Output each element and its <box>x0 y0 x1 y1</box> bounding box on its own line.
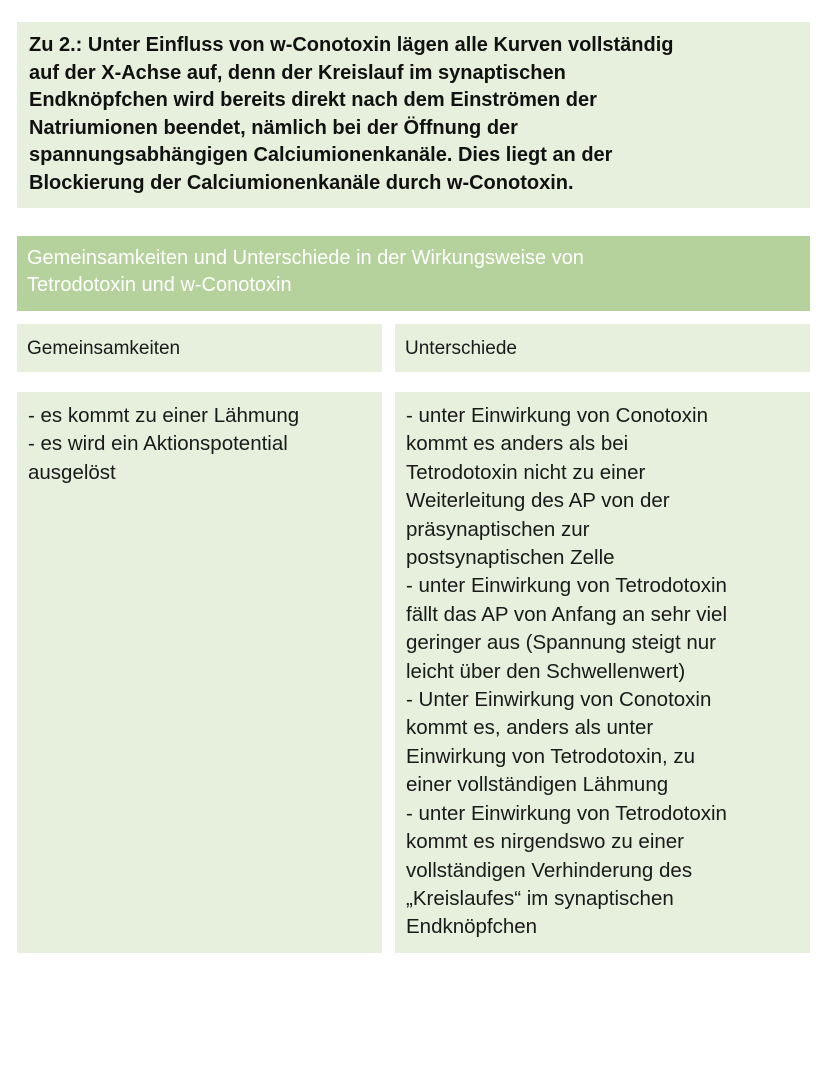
section-title: Gemeinsamkeiten und Unterschiede in der Wirkungsweise von Tetrodotoxin und w-Conotoxin <box>27 247 584 296</box>
intro-answer-text: Zu 2.: Unter Einfluss von w-Conotoxin lägen alle Kurven vollständig auf der X-Achse auf, denn der Kreislauf im synaptischen Endknöpfchen wird bereits direkt nach dem Einströmen der Natriumionen beendet, nämlich bei der Öffnung der spannungsabhängigen Calciumionenkanäle. Dies liegt an der Blockierung der Calciumionenkanäle durch w-Conotoxin. <box>29 34 674 194</box>
section-header <box>17 236 810 311</box>
list-item: - unter Einwirkung von Tetrodotoxin fällt das AP von Anfang an sehr viel geringer aus (Spannung steigt nur leicht über den Schwellenwert) <box>406 574 728 683</box>
list-item: - es wird ein Aktionspotential ausgelöst <box>28 432 288 484</box>
unterschiede-cell <box>395 392 810 953</box>
column-header-unterschiede: Unterschiede <box>395 324 810 372</box>
list-item: - es kommt zu einer Lähmung <box>28 404 300 427</box>
column-header-gemeinsamkeiten: Gemeinsamkeiten <box>17 324 382 372</box>
intro-answer-box <box>17 22 810 208</box>
list-item: - unter Einwirkung von Tetrodotoxin kommt es nirgendswo zu einer vollständigen Verhinderung des „Kreislaufes“ im synaptischen Endknöpfchen <box>406 801 727 939</box>
gemeinsamkeiten-cell <box>17 392 382 953</box>
list-item: - unter Einwirkung von Conotoxin kommt es anders als bei Tetrodotoxin nicht zu einer Weiterleitung des AP von der präsynaptischen zur postsynaptischen Zelle <box>406 404 708 570</box>
list-item: - Unter Einwirkung von Conotoxin kommt es, anders als unter Einwirkung von Tetrodotoxin, zu einer vollständigen Lähmung <box>406 688 712 797</box>
